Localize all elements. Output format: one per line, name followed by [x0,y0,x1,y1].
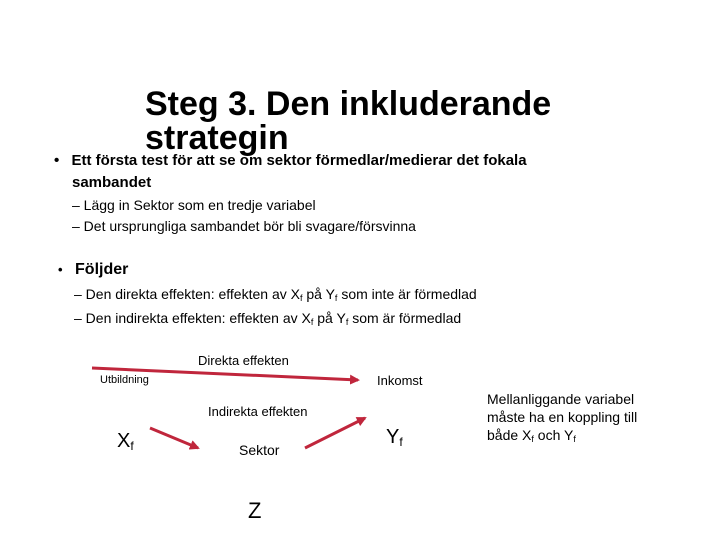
note-line-3-b: och Y [533,427,574,443]
bullet-1-text: Ett första test för att se om sektor förmedlar/medierar det fokala [71,152,527,169]
note-subscript-2: f [573,434,576,444]
yf-variable [386,426,403,449]
xf-main: X [117,430,131,452]
utbildning-label: Utbildning [100,374,149,386]
sub-bullet-1: – Lägg in Sektor som en tredje variabel [72,197,316,213]
direct-effect-label: Direkta effekten [198,353,289,368]
sub4-text-c: som är förmedlad [348,310,462,326]
note-line-3 [487,426,687,448]
sub4-text-a: – Den indirekta effekten: effekten av X [74,310,311,326]
note-line-3-a: både X [487,427,532,443]
xf-subscript: f [130,439,134,453]
bullet-2-text: Följder [75,261,129,278]
sub3-text-c: som inte är förmedlad [337,286,477,302]
xf-variable [117,430,134,453]
sub4-text-b: på Y [313,310,346,326]
indirect-effect-label: Indirekta effekten [208,404,308,419]
note-line-1: Mellanliggande variabel [487,391,635,407]
bullet-2-symbol: • [58,262,63,277]
z-variable: Z [248,498,262,523]
sub4-subscript-1: f [310,317,314,327]
sub4-subscript-2: f [345,317,349,327]
sub3-text-a: – Den direkta effekten: effekten av X [74,286,300,302]
yf-subscript: f [399,435,403,449]
bullet-1-symbol: • [54,152,60,169]
bullet-1-continuation: sambandet [72,174,152,191]
sub3-subscript-2: f [334,293,338,303]
inkomst-label: Inkomst [377,373,423,388]
sektor-label: Sektor [239,442,280,458]
note-line-2: måste ha en koppling till [487,409,638,425]
yf-main: Y [386,426,400,448]
slide-title-line1: Steg 3. Den inkluderande [145,85,552,123]
xf-to-sektor-arrow [150,428,198,448]
mediator-note [487,390,687,448]
slide-title-line2: strategin [145,119,289,157]
sub-bullet-2: – Det ursprungliga sambandet bör bli svagare/försvinna [72,218,416,234]
sektor-to-yf-arrow [305,418,365,448]
sub3-subscript-1: f [299,293,303,303]
sub3-text-b: på Y [302,286,335,302]
note-subscript-1: f [531,434,534,444]
